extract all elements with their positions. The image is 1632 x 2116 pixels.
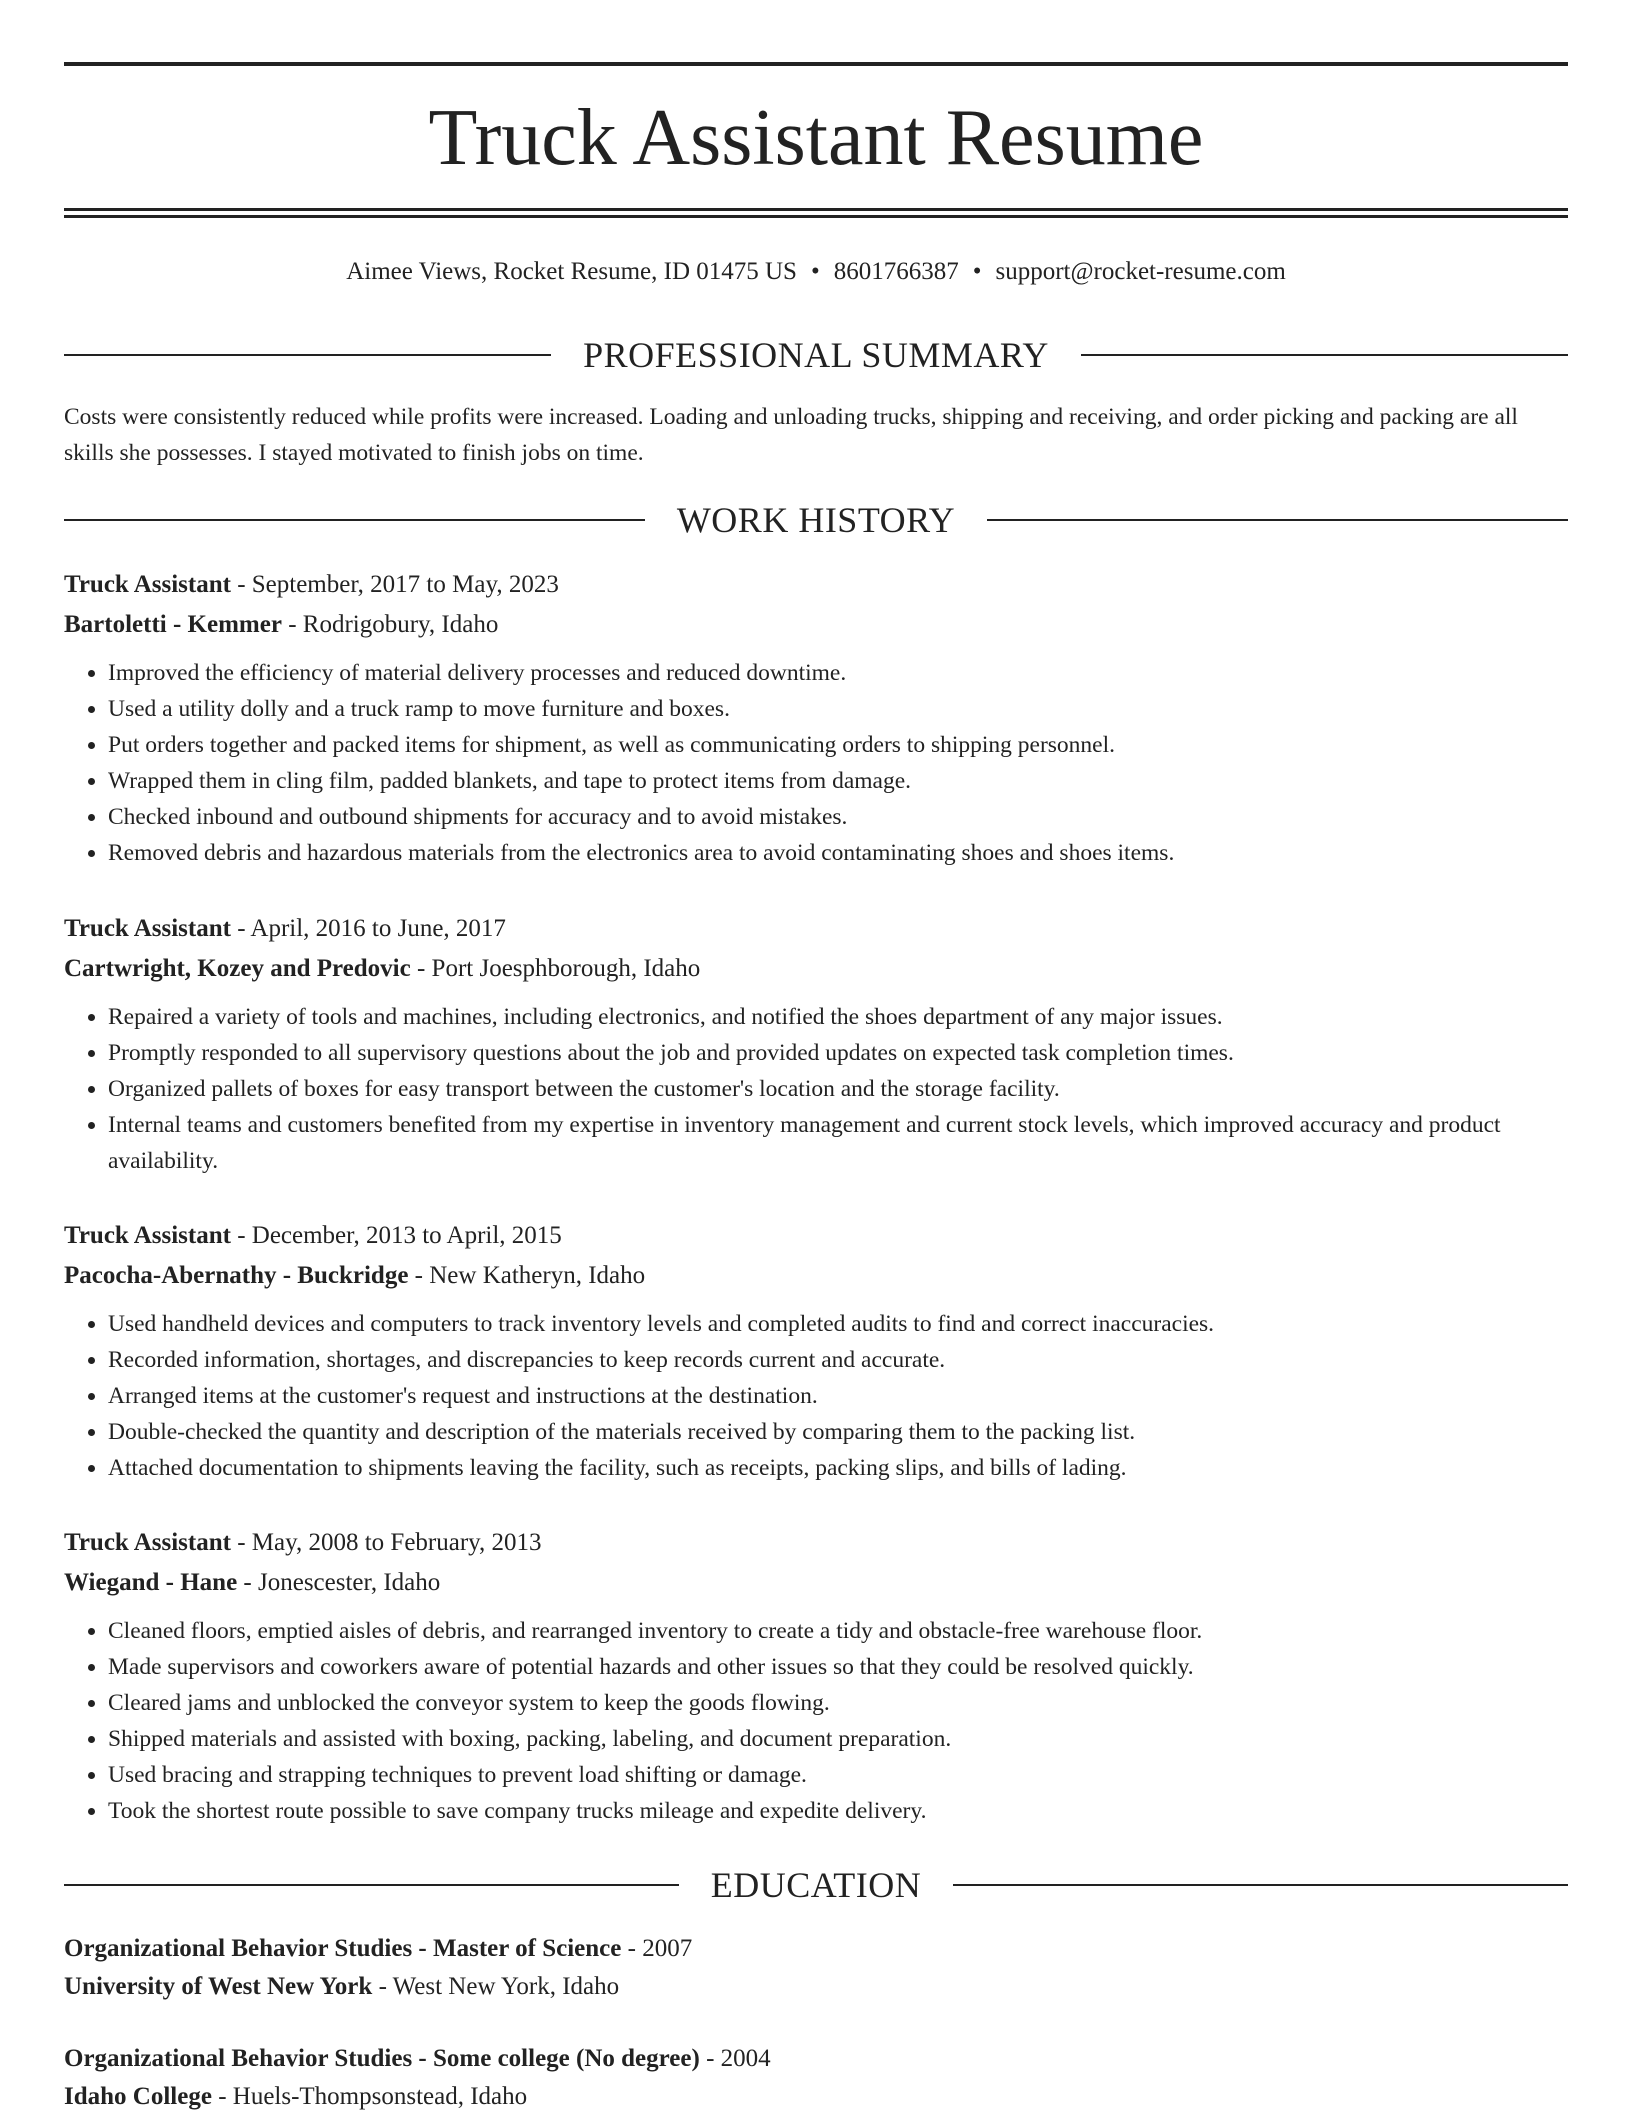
job-bullet: • Organized pallets of boxes for easy transport between the customer's location and the storage facility. [108, 1071, 1568, 1107]
job-company-line [64, 1563, 1568, 1603]
job-bullet: • Recorded information, shortages, and discrepancies to keep records current and accurate. [108, 1342, 1568, 1378]
job-bullet: • Repaired a variety of tools and machines, including electronics, and notified the shoes department of any major issues. [108, 999, 1568, 1035]
job-company: Wiegand - Hane [64, 1569, 238, 1596]
job-company: Bartoletti - Kemmer [64, 611, 282, 638]
heading-rule-right [953, 1884, 1568, 1886]
job-bullets [64, 1306, 1568, 1486]
job-entry [64, 1523, 1568, 1829]
job-title-line [64, 909, 1568, 949]
section-heading-education [64, 1863, 1568, 1907]
title-rule-upper [64, 208, 1568, 211]
job-company-line [64, 949, 1568, 989]
job-bullet: • Double-checked the quantity and description of the materials received by comparing them to the packing list. [108, 1414, 1568, 1450]
job-title-line [64, 1523, 1568, 1563]
job-title-line [64, 565, 1568, 605]
contact-separator: • [972, 258, 982, 285]
contact-separator: • [810, 258, 820, 285]
job-bullet: • Internal teams and customers benefited from my expertise in inventory management and current stock levels, which improved accuracy and product availability. [108, 1107, 1568, 1179]
heading-rule-right [1081, 354, 1568, 356]
job-bullet: • Shipped materials and assisted with boxing, packing, labeling, and document preparation. [108, 1721, 1568, 1757]
job-bullet: • Checked inbound and outbound shipments for accuracy and to avoid mistakes. [108, 799, 1568, 835]
job-title: Truck Assistant [64, 1222, 231, 1249]
contact-line [64, 254, 1568, 290]
job-bullets [64, 1613, 1568, 1829]
job-bullets [64, 655, 1568, 871]
job-entry [64, 909, 1568, 1179]
heading-rule-right [987, 519, 1568, 521]
section-heading-summary [64, 333, 1568, 377]
job-company: Pacocha-Abernathy - Buckridge [64, 1262, 409, 1289]
job-bullet: • Used a utility dolly and a truck ramp to move furniture and boxes. [108, 691, 1568, 727]
heading-rule-left [64, 1884, 679, 1886]
job-location: - New Katheryn, Idaho [408, 1262, 646, 1289]
job-bullet: • Removed debris and hazardous materials from the electronics area to avoid contaminating shoes and shoes items. [108, 835, 1568, 871]
education-school-line [64, 2078, 1568, 2116]
job-entry [64, 1216, 1568, 1486]
resume-title: Truck Assistant Resume [428, 94, 1204, 182]
job-company-line [64, 1256, 1568, 1296]
education-year: - 2007 [621, 1935, 693, 1962]
job-company-line [64, 605, 1568, 645]
contact-email: support@rocket-resume.com [995, 258, 1286, 285]
job-company: Cartwright, Kozey and Predovic [64, 955, 411, 982]
education-degree-line [64, 2040, 1568, 2078]
job-title: Truck Assistant [64, 915, 231, 942]
job-location: - Jonescester, Idaho [237, 1569, 441, 1596]
contact-phone: 8601766387 [833, 258, 959, 285]
job-bullet: • Cleaned floors, emptied aisles of debris, and rearranged inventory to create a tidy and obstacle-free warehouse floor. [108, 1613, 1568, 1649]
education-school-line [64, 1968, 1568, 2006]
education-entry [64, 2040, 1568, 2116]
education-degree-line [64, 1930, 1568, 1968]
job-bullet: • Put orders together and packed items for shipment, as well as communicating orders to shipping personnel. [108, 727, 1568, 763]
job-bullet: • Used bracing and strapping techniques to prevent load shifting or damage. [108, 1757, 1568, 1793]
job-bullet: • Arranged items at the customer's request and instructions at the destination. [108, 1378, 1568, 1414]
section-heading-label: PROFESSIONAL SUMMARY [583, 335, 1049, 375]
job-bullet: • Wrapped them in cling film, padded blankets, and tape to protect items from damage. [108, 763, 1568, 799]
job-location: - Port Joesphborough, Idaho [410, 955, 701, 982]
job-dates: - December, 2013 to April, 2015 [230, 1222, 562, 1249]
job-bullet: • Made supervisors and coworkers aware of potential hazards and other issues so that they could be resolved quickly. [108, 1649, 1568, 1685]
education-degree: Organizational Behavior Studies - Some college (No degree) [64, 2045, 700, 2072]
summary-text: Costs were consistently reduced while profits were increased. Loading and unloading trucks, shipping and receiving, and order picking and packing are all skills she possesses. I stayed motivated to finish jobs on time. [64, 404, 1518, 466]
education-year: - 2004 [699, 2045, 771, 2072]
section-heading-label: EDUCATION [710, 1865, 922, 1905]
job-bullet: • Cleared jams and unblocked the conveyor system to keep the goods flowing. [108, 1685, 1568, 1721]
heading-rule-left [64, 354, 551, 356]
education-school: University of West New York [64, 1973, 373, 2000]
heading-rule-left [64, 519, 645, 521]
job-title: Truck Assistant [64, 1529, 231, 1556]
section-heading-work-history [64, 498, 1568, 542]
job-title: Truck Assistant [64, 571, 231, 598]
job-entry [64, 565, 1568, 871]
job-bullet: • Used handheld devices and computers to track inventory levels and completed audits to find and correct inaccuracies. [108, 1306, 1568, 1342]
section-heading-label: WORK HISTORY [676, 500, 956, 540]
job-bullet: • Promptly responded to all supervisory questions about the job and provided updates on expected task completion times. [108, 1035, 1568, 1071]
job-dates: - September, 2017 to May, 2023 [230, 571, 559, 598]
education-entry [64, 1930, 1568, 2006]
education-school: Idaho College [64, 2083, 212, 2110]
job-bullets [64, 999, 1568, 1179]
job-dates: - April, 2016 to June, 2017 [230, 915, 506, 942]
top-rule [64, 62, 1568, 66]
education-degree: Organizational Behavior Studies - Master of Science [64, 1935, 622, 1962]
contact-address: Aimee Views, Rocket Resume, ID 01475 US [346, 258, 797, 285]
job-dates: - May, 2008 to February, 2013 [230, 1529, 542, 1556]
education-location: - Huels-Thompsonstead, Idaho [211, 2083, 528, 2110]
job-bullet: • Took the shortest route possible to save company trucks mileage and expedite delivery. [108, 1793, 1568, 1829]
education-location: - West New York, Idaho [372, 1973, 620, 2000]
job-location: - Rodrigobury, Idaho [281, 611, 499, 638]
job-bullet: • Attached documentation to shipments leaving the facility, such as receipts, packing slips, and bills of lading. [108, 1450, 1568, 1486]
job-title-line [64, 1216, 1568, 1256]
title-rule-lower [64, 215, 1568, 218]
job-bullet: • Improved the efficiency of material delivery processes and reduced downtime. [108, 655, 1568, 691]
